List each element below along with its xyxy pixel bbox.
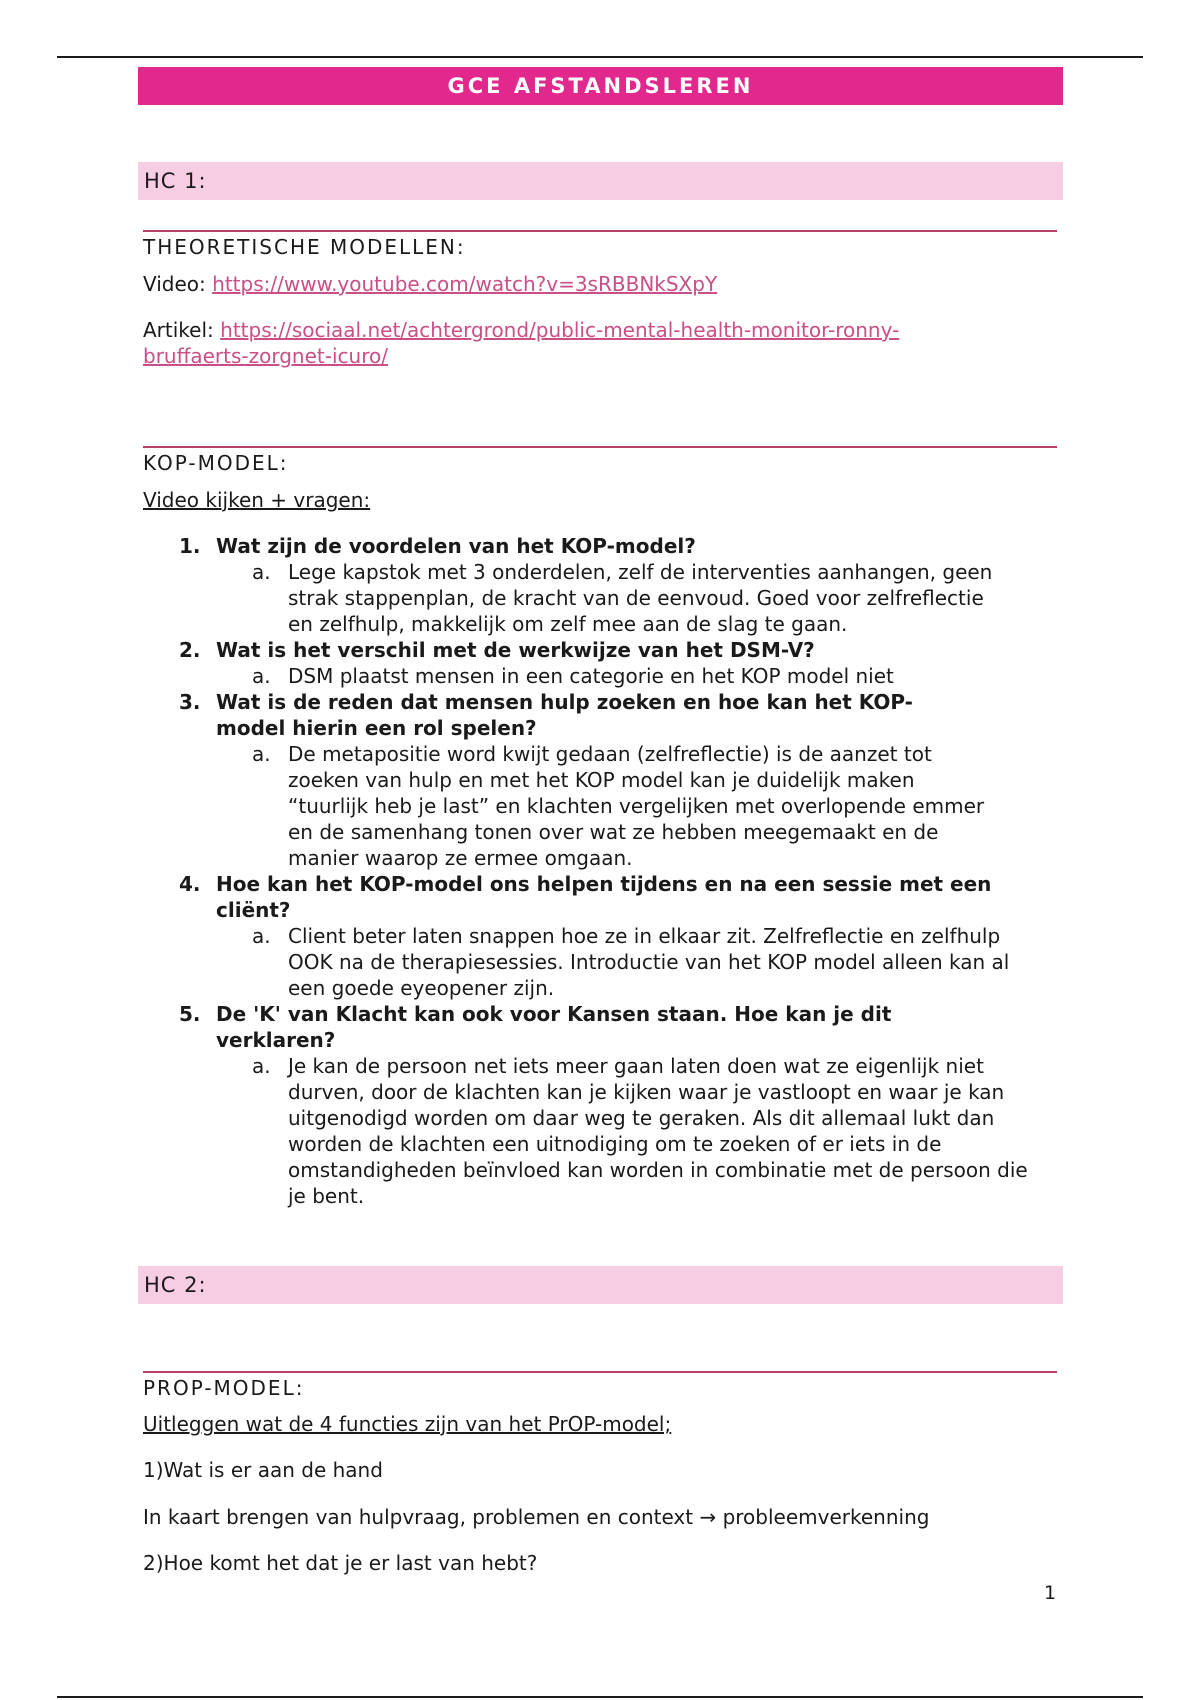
section-rule-kop [143, 446, 1057, 448]
prop-item-1: 1)Wat is er aan de hand [143, 1458, 383, 1482]
prop-item-2: 2)Hoe komt het dat je er last van hebt? [143, 1551, 538, 1575]
article-label: Artikel: [143, 318, 221, 342]
kop-subheading: Video kijken + vragen: [143, 488, 371, 512]
question-text: Wat is de reden dat mensen hulp zoeken en hoe kan het KOP-model hierin een rol spelen? [216, 690, 913, 740]
question-number: 2. [179, 638, 201, 662]
answer-letter: a. [252, 664, 271, 688]
answer-2 [143, 663, 1063, 689]
question-number: 1. [179, 534, 201, 558]
answer-text: De metapositie word kwijt gedaan (zelfreflectie) is de aanzet tot zoeken van hulp en met het KOP model kan je duidelijk maken “tuurlijk heb je last” en klachten vergelijken met overlopende emmer en de samenhang tonen over wat ze hebben meegemaakt en de manier waarop ze ermee omgaan. [288, 742, 985, 870]
answer-letter: a. [252, 560, 271, 584]
video-link[interactable]: https://www.youtube.com/watch?v=3sRBBNkSXpY [212, 272, 718, 296]
answer-text: Je kan de persoon net iets meer gaan laten doen wat ze eigenlijk niet durven, door de klachten kan je kijken waar je vastloopt en waar je kan uitgenodigd worden om daar weg te geraken. Als dit allemaal lukt dan worden de klachten een uitnodiging om te zoeken of er iets in de omstandigheden beïnvloed kan worden in combinatie met de persoon die je bent. [288, 1054, 1028, 1208]
prop-subheading: Uitleggen wat de 4 functies zijn van het PrOP-model; [143, 1412, 672, 1436]
prop-item-1-text: In kaart brengen van hulpvraag, problemen en context → probleemverkenning [143, 1505, 930, 1529]
answer-4 [143, 923, 1063, 1001]
section-rule-theory [143, 230, 1057, 232]
question-number: 4. [179, 872, 201, 896]
question-3 [143, 689, 1063, 741]
page-number: 1 [1044, 1582, 1057, 1604]
answer-text: Client beter laten snappen hoe ze in elkaar zit. Zelfreflectie en zelfhulp OOK na de therapiesessies. Introductie van het KOP model alleen kan al een goede eyeopener zijn. [288, 924, 1010, 1000]
answer-letter: a. [252, 924, 271, 948]
answer-letter: a. [252, 742, 271, 766]
article-line-2 [143, 343, 388, 369]
question-5 [143, 1001, 1063, 1053]
header-rule [57, 56, 1143, 58]
question-1 [143, 533, 1063, 559]
answer-letter: a. [252, 1054, 271, 1078]
kop-question-list [143, 533, 1063, 1209]
question-number: 3. [179, 690, 201, 714]
theory-heading: THEORETISCHE MODELLEN: [143, 235, 466, 259]
article-line [143, 317, 899, 343]
question-text: De 'K' van Klacht kan ook voor Kansen staan. Hoe kan je dit verklaren? [216, 1002, 892, 1052]
hc2-heading: HC 2: [138, 1266, 1063, 1304]
answer-5 [143, 1053, 1063, 1209]
question-text: Wat is het verschil met de werkwijze van het DSM-V? [216, 638, 815, 662]
question-number: 5. [179, 1002, 201, 1026]
question-text: Wat zijn de voordelen van het KOP-model? [216, 534, 696, 558]
answer-text: Lege kapstok met 3 onderdelen, zelf de interventies aanhangen, geen strak stappenplan, de kracht van de eenvoud. Goed voor zelfreflectie en zelfhulp, makkelijk om zelf mee aan de slag te gaan. [288, 560, 993, 636]
document-title: GCE AFSTANDSLEREN [138, 67, 1063, 105]
video-line [143, 271, 717, 297]
section-rule-prop [143, 1371, 1057, 1373]
hc1-heading: HC 1: [138, 162, 1063, 200]
article-link-part2[interactable]: bruffaerts-zorgnet-icuro/ [143, 344, 388, 368]
answer-text: DSM plaatst mensen in een categorie en het KOP model niet [288, 664, 894, 688]
question-2 [143, 637, 1063, 663]
kop-heading: KOP-MODEL: [143, 451, 289, 475]
video-label: Video: [143, 272, 213, 296]
answer-3 [143, 741, 1063, 871]
prop-heading: PROP-MODEL: [143, 1376, 305, 1400]
answer-1 [143, 559, 1063, 637]
question-text: Hoe kan het KOP-model ons helpen tijdens en na een sessie met een cliënt? [216, 872, 992, 922]
footer-rule [57, 1696, 1143, 1698]
article-link-part1[interactable]: https://sociaal.net/achtergrond/public-mental-health-monitor-ronny- [220, 318, 900, 342]
question-4 [143, 871, 1063, 923]
